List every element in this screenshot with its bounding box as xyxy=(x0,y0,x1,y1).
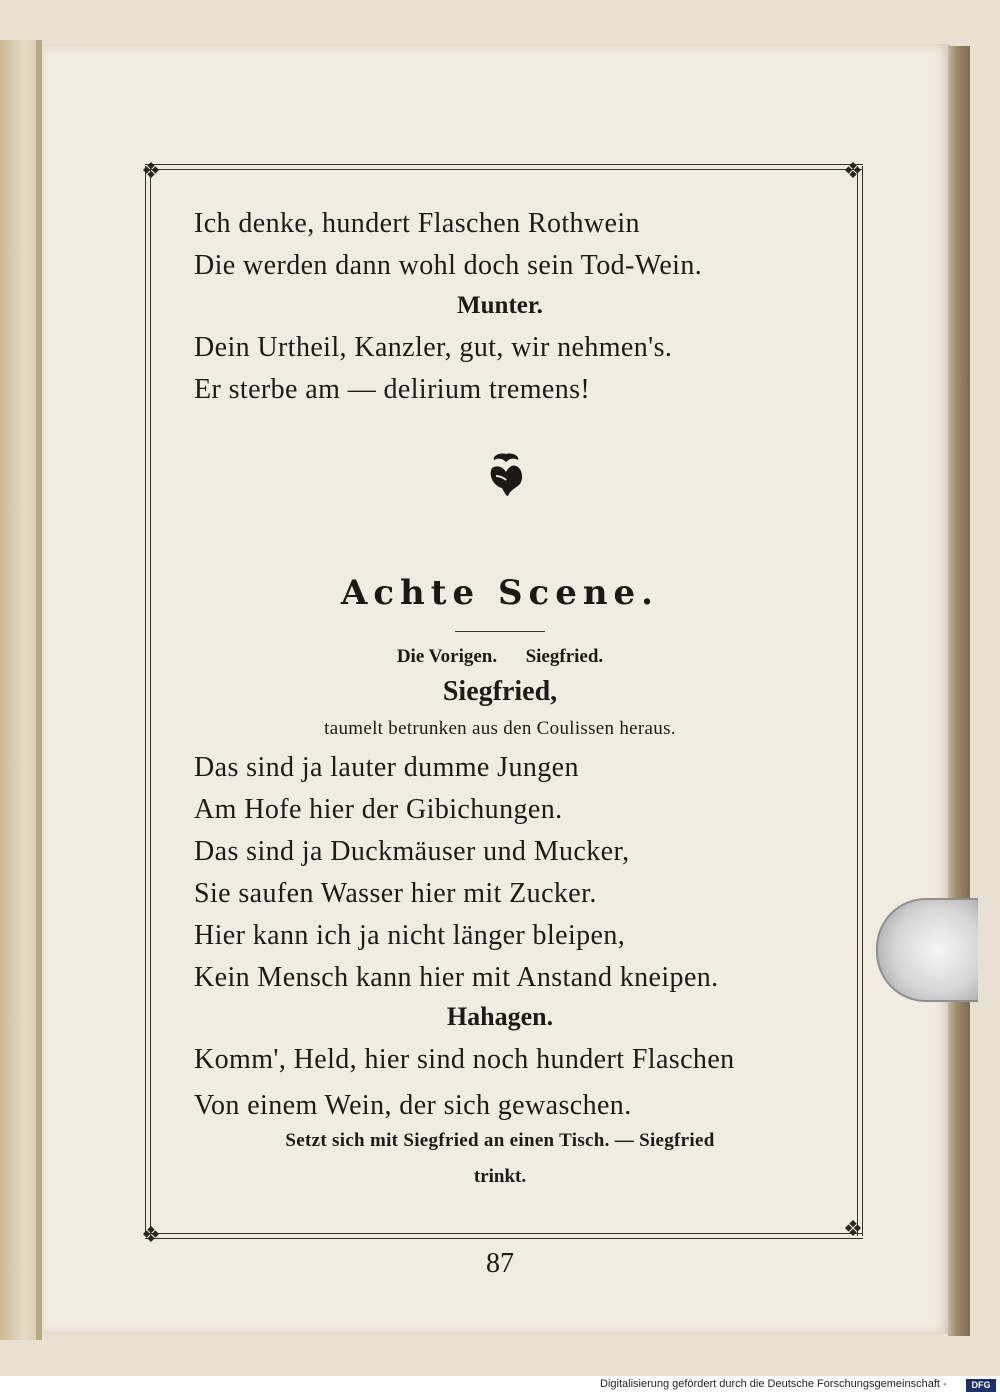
corner-ornament-icon: ❖ xyxy=(141,159,161,184)
scene-title: Achte Scene. xyxy=(340,573,660,613)
frame-border-right xyxy=(862,166,863,1236)
speaker-name: Munter. xyxy=(457,292,543,319)
page-clip-tab xyxy=(876,898,978,1002)
frame-border-left xyxy=(145,166,146,1236)
book-cover-edge xyxy=(948,46,970,1336)
frame-border-bottom-inner xyxy=(145,1233,863,1234)
verse-line: Die werden dann wohl doch sein Tod-Wein. xyxy=(194,250,703,281)
stage-direction: Setzt sich mit Siegfried an einen Tisch. — Siegfried xyxy=(285,1130,715,1151)
speaker-name: Siegfried, xyxy=(442,676,558,707)
verse-line: Kein Mensch kann hier mit Anstand kneipen. xyxy=(194,962,719,993)
frame-border-top xyxy=(145,164,863,165)
frame-border-top-inner xyxy=(145,169,863,170)
verse-line: Ich denke, hundert Flaschen Rothwein xyxy=(194,208,640,239)
corner-ornament-icon: ❖ xyxy=(843,1217,863,1242)
stage-direction: trinkt. xyxy=(473,1166,527,1187)
cast-list: Die Vorigen. Siegfried. xyxy=(396,646,604,667)
verse-line: Sie saufen Wasser hier mit Zucker. xyxy=(194,878,597,909)
verse-line: Am Hofe hier der Gibichungen. xyxy=(194,794,563,825)
page-number: 87 xyxy=(486,1248,514,1279)
title-rule xyxy=(455,631,545,632)
verse-line: Das sind ja Duckmäuser und Mucker, xyxy=(194,836,630,867)
verse-line: Er sterbe am — delirium tremens! xyxy=(194,374,591,405)
verse-line: Hier kann ich ja nicht länger bleipen, xyxy=(194,920,626,951)
frame-border-bottom xyxy=(145,1238,863,1239)
frame-border-right-inner xyxy=(857,166,858,1236)
corner-ornament-icon: ❖ xyxy=(843,159,863,184)
corner-ornament-icon: ❖ xyxy=(141,1223,161,1248)
left-page-edge xyxy=(0,40,40,1340)
verse-line: Von einem Wein, der sich gewaschen. xyxy=(194,1090,632,1121)
verse-line: Komm', Held, hier sind noch hundert Flaschen xyxy=(194,1044,735,1075)
footer-credit: Digitalisierung gefördert durch die Deutsche Forschungsgemeinschaft - xyxy=(600,1378,947,1390)
frame-border-left-inner xyxy=(150,166,151,1236)
verse-line: Dein Urtheil, Kanzler, gut, wir nehmen's. xyxy=(194,332,673,363)
speaker-name: Hahagen. xyxy=(446,1002,554,1031)
dfg-logo: DFG xyxy=(966,1379,996,1392)
book-gutter xyxy=(36,40,42,1340)
verse-line: Das sind ja lauter dumme Jungen xyxy=(194,752,579,783)
leaf-vignette-icon xyxy=(486,450,526,498)
stage-direction: taumelt betrunken aus den Coulissen heraus. xyxy=(324,718,676,739)
